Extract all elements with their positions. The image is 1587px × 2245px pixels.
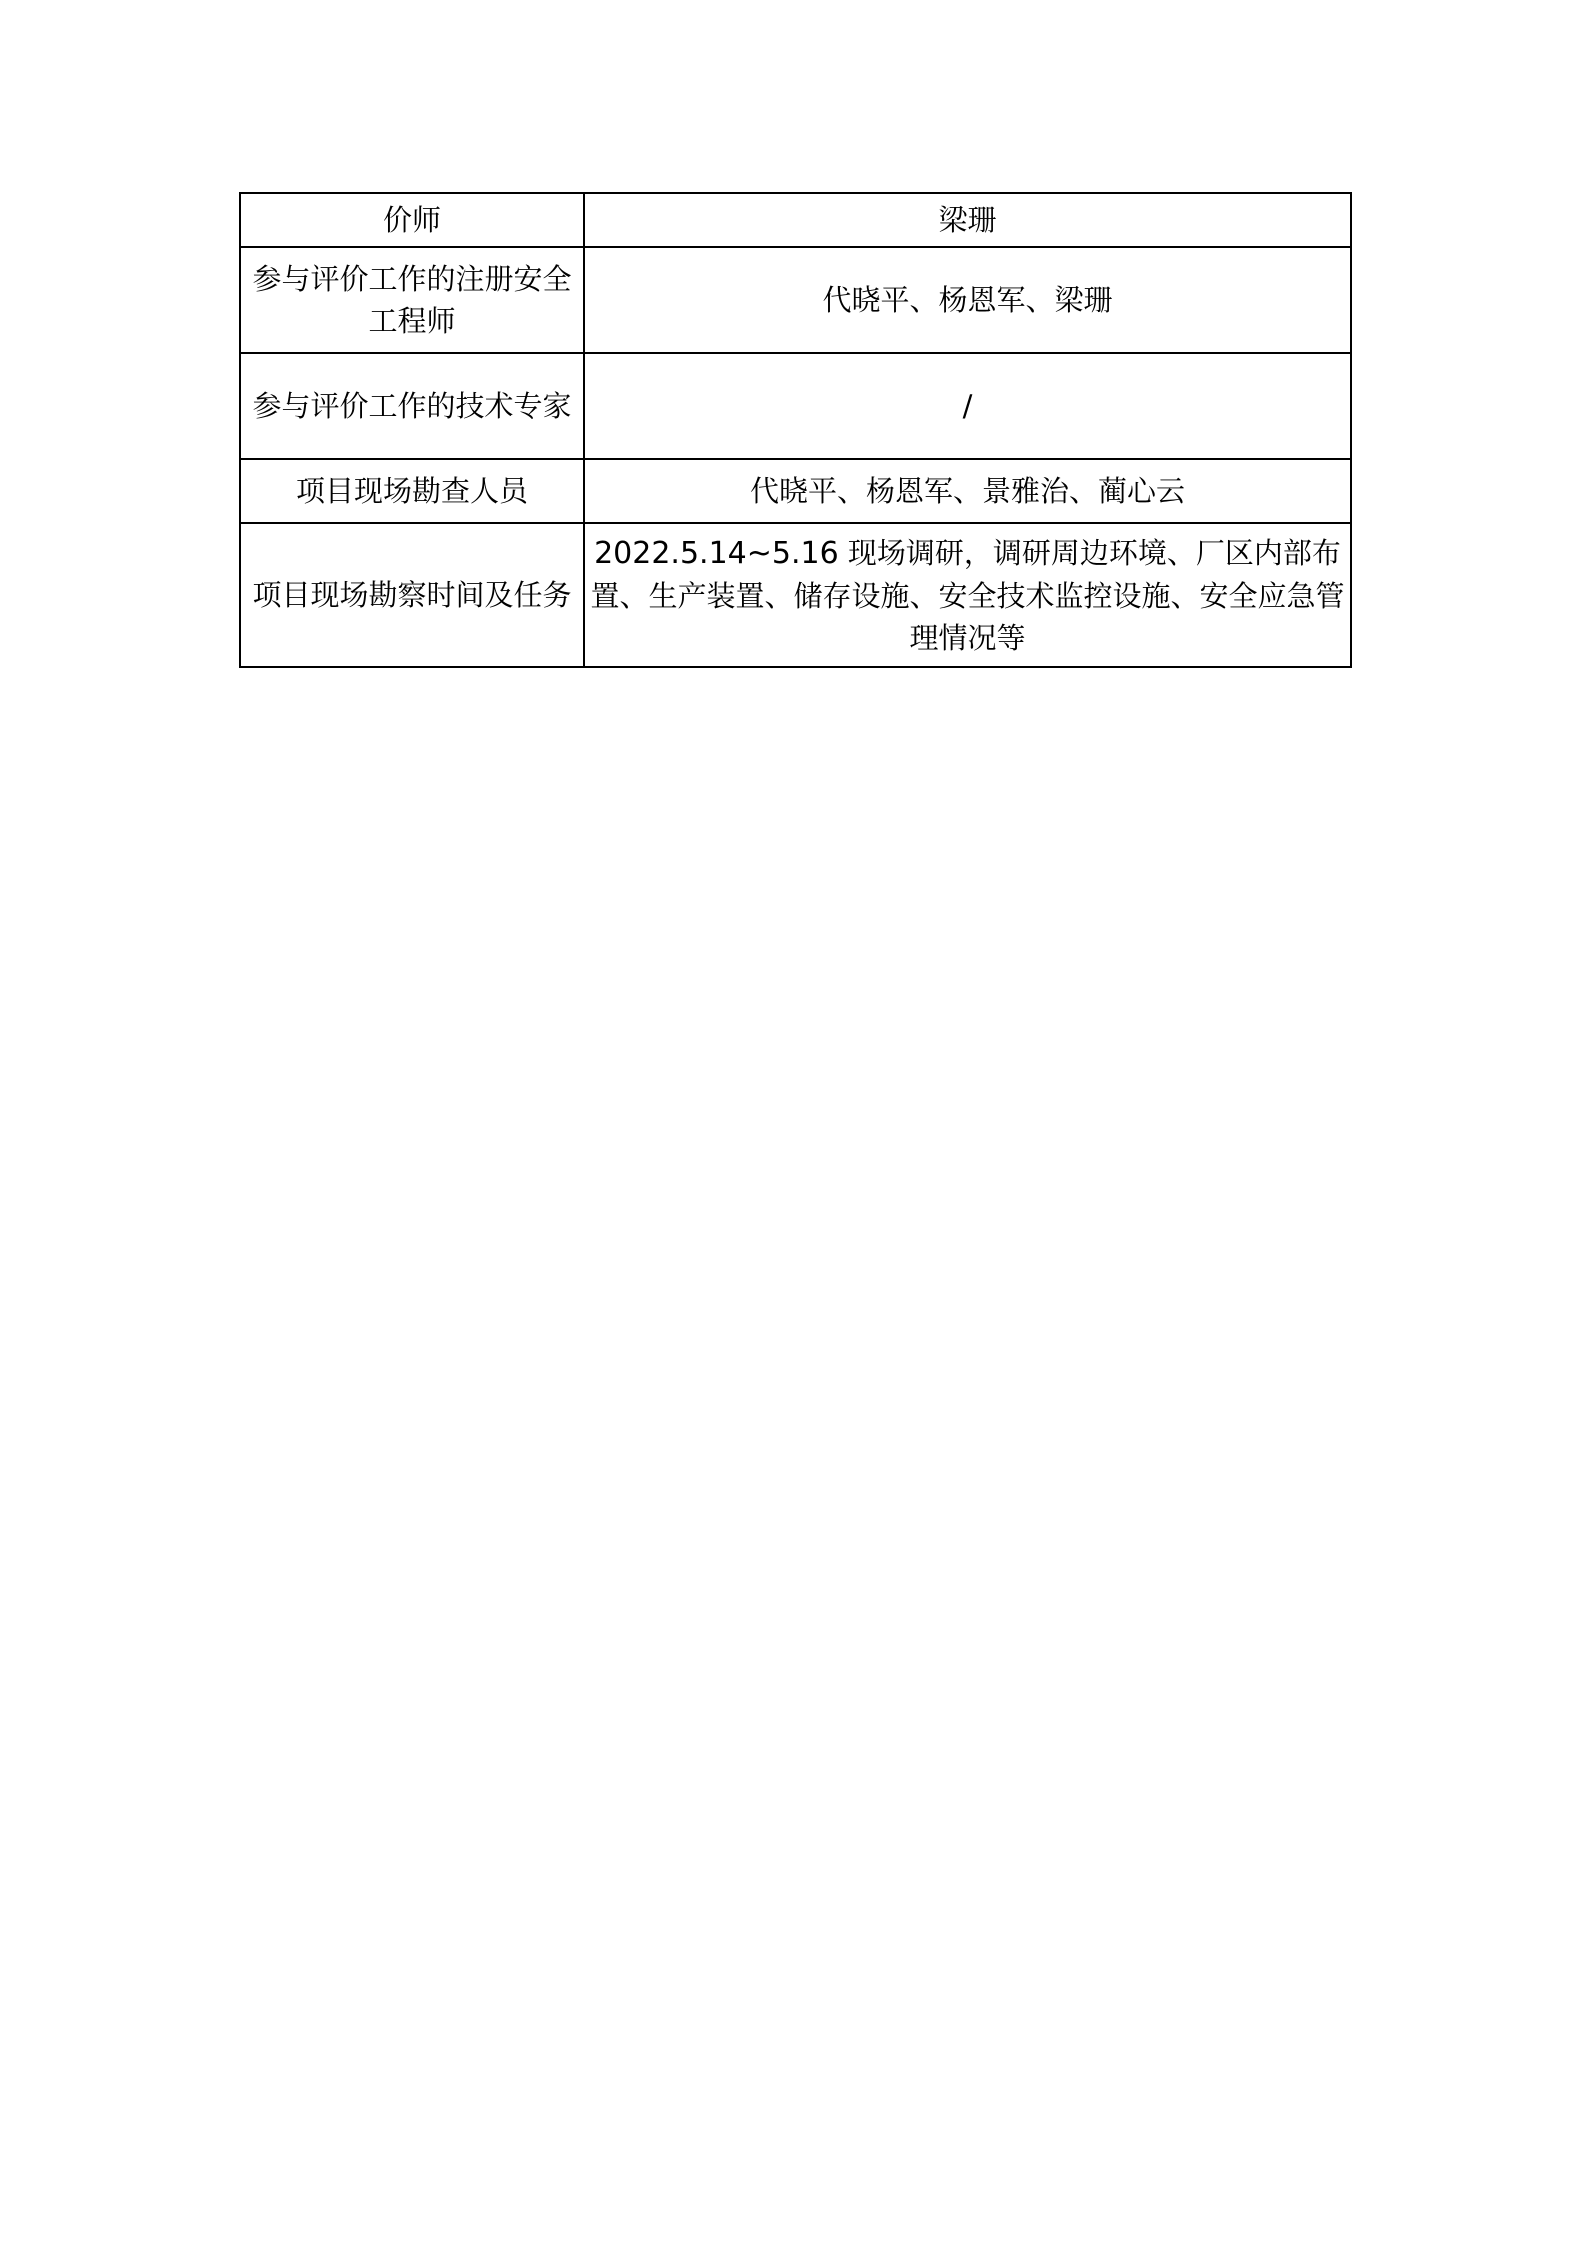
row-value-site-survey-staff: 代晓平、杨恩军、景雅治、蔺心云	[584, 459, 1351, 523]
row-label-technical-experts: 参与评价工作的技术专家	[240, 353, 584, 459]
evaluation-info-table	[239, 192, 1352, 668]
table-row	[240, 193, 1351, 247]
row-label-site-survey-staff: 项目现场勘查人员	[240, 459, 584, 523]
row-value-technical-experts: /	[584, 353, 1351, 459]
table-row	[240, 247, 1351, 353]
survey-date-range: 2022.5.14~5.16	[594, 535, 839, 571]
row-label-evaluator: 价师	[240, 193, 584, 247]
row-label-safety-engineers: 参与评价工作的注册安全工程师	[240, 247, 584, 353]
table-row	[240, 353, 1351, 459]
table-row	[240, 459, 1351, 523]
table-row	[240, 523, 1351, 667]
row-value-evaluator: 梁珊	[584, 193, 1351, 247]
row-value-survey-time-tasks	[584, 523, 1351, 667]
row-label-survey-time-tasks: 项目现场勘察时间及任务	[240, 523, 584, 667]
survey-task-description: 现场调研，调研周边环境、厂区内部布置、生产装置、储存设施、安全技术监控设施、安全应急管理情况等	[590, 535, 1345, 655]
row-value-safety-engineers: 代晓平、杨恩军、梁珊	[584, 247, 1351, 353]
